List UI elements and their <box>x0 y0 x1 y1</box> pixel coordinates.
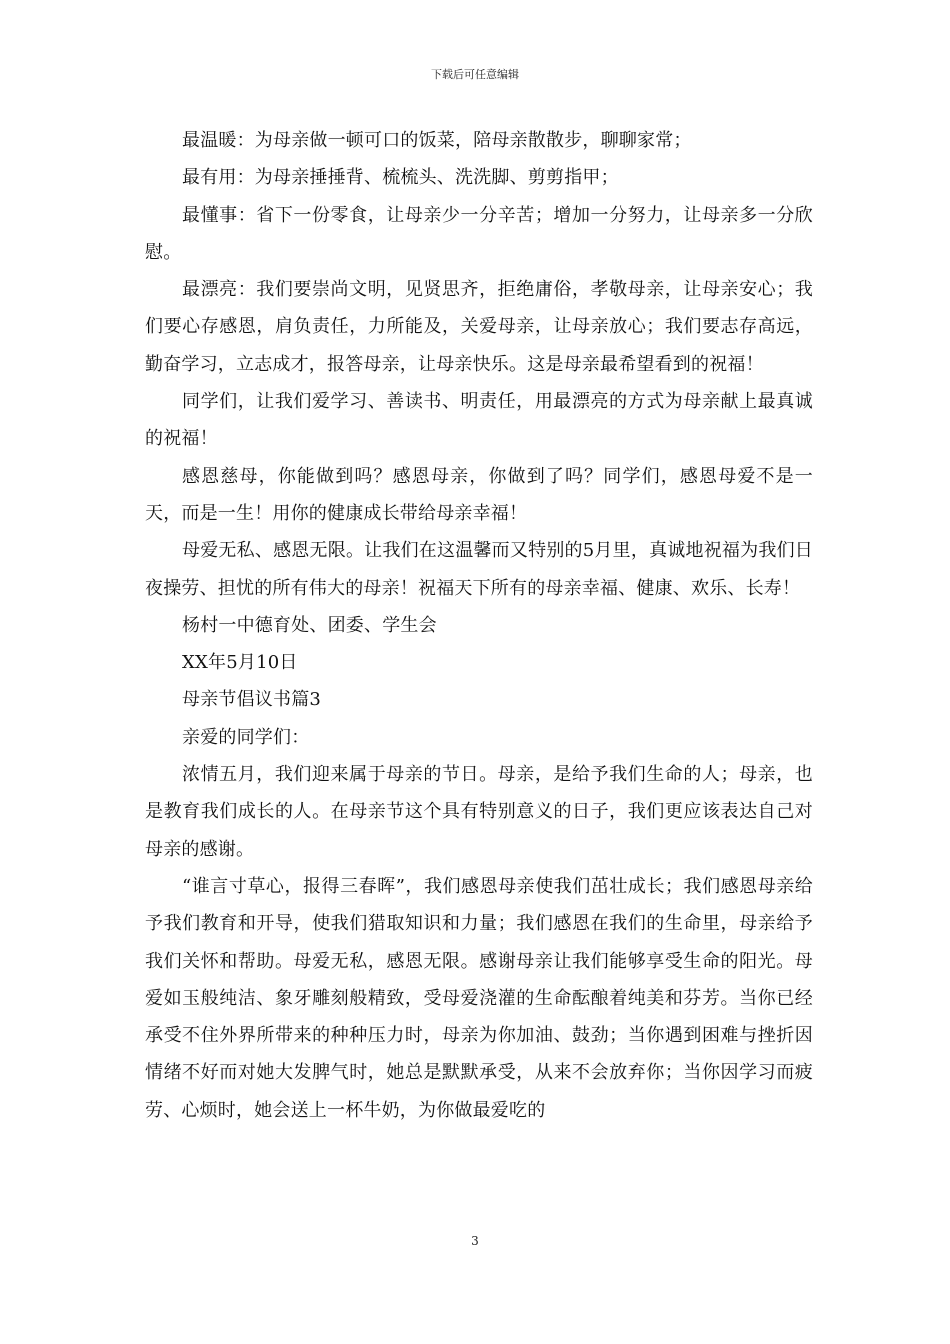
paragraph-may-blessing: 母爱无私、感恩无限。让我们在这温馨而又特别的5月里，真诚地祝福为我们日夜操劳、担忧的所有伟大的母亲！祝福天下所有的母亲幸福、健康、欢乐、长寿！ <box>145 540 813 599</box>
paragraph-most-useful: 最有用：为母亲捶捶背、梳梳头、洗洗脚、剪剪指甲； <box>182 167 619 189</box>
signature-date: XX年5月10日 <box>182 652 298 674</box>
signature-organization: 杨村一中德育处、团委、学生会 <box>182 614 437 636</box>
document-body <box>145 122 813 1129</box>
paragraph-may-festival: 浓情五月，我们迎来属于母亲的节日。母亲，是给予我们生命的人；母亲，也是教育我们成长的人。在母亲节这个具有特别意义的日子，我们更应该表达自己对母亲的感谢。 <box>145 764 813 860</box>
paragraph-most-beautiful: 最漂亮：我们要崇尚文明，见贤思齐，拒绝庸俗，孝敬母亲，让母亲安心；我们要心存感恩，肩负责任，力所能及，关爱母亲，让母亲放心；我们要志存高远，勤奋学习，立志成才，报答母亲，让母亲快乐。这是母亲最希望看到的祝福！ <box>145 279 813 375</box>
salutation: 亲爱的同学们： <box>182 726 310 748</box>
page-number: 3 <box>471 1234 479 1248</box>
paragraph-mother-love: “谁言寸草心，报得三春晖”，我们感恩母亲使我们茁壮成长；我们感恩母亲给予我们教育和开导，使我们猎取知识和力量；我们感恩在我们的生命里，母亲给予我们关怀和帮助。母爱无私，感恩无限。感谢母亲让我们能够享受生命的阳光。母爱如玉般纯洁、象牙雕刻般精致，受母爱浇灌的生命酝酿着纯美和芬芳。当你已经承受不住外界所带来的种种压力时，母亲为你加油、鼓劲；当你遇到困难与挫折因情绪不好而对她大发脾气时，她总是默默承受，从来不会放弃你；当你因学习而疲劳、心烦时，她会送上一杯牛奶，为你做最爱吃的 <box>145 875 813 1121</box>
section-title: 母亲节倡议书篇3 <box>182 689 322 711</box>
page-header: 下载后可任意编辑 <box>431 68 519 81</box>
paragraph-classmates-call: 同学们，让我们爱学习、善读书、明责任，用最漂亮的方式为母亲献上最真诚的祝福！ <box>145 391 813 450</box>
paragraph-most-sensible: 最懂事：省下一份零食，让母亲少一分辛苦；增加一分努力，让母亲多一分欣慰。 <box>145 204 813 263</box>
paragraph-gratitude-question: 感恩慈母，你能做到吗？感恩母亲，你做到了吗？同学们，感恩母爱不是一天，而是一生！用你的健康成长带给母亲幸福！ <box>145 465 813 524</box>
paragraph-warmest: 最温暖：为母亲做一顿可口的饭菜，陪母亲散散步，聊聊家常； <box>182 130 692 151</box>
